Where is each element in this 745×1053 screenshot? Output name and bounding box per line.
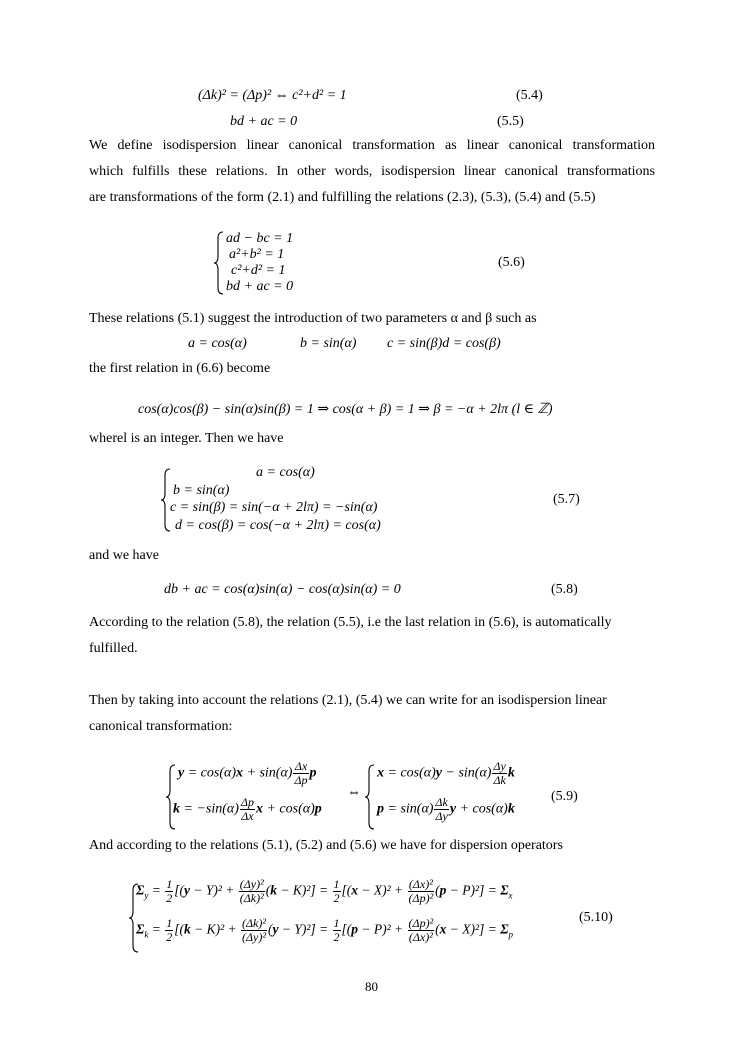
equation-number-5-5: (5.5) [497, 114, 524, 129]
param-a: a = cos(α) [188, 336, 247, 351]
page-number: 80 [365, 979, 378, 994]
text-line: fulfilled. [89, 641, 138, 656]
paragraph-and-we-have: and we have [89, 548, 159, 563]
equation-5-9-left-top: y = cos(α)x + sin(α) $\frac{\Delta x}{\Delta p}$ p [178, 759, 317, 787]
fraction: $\frac{1}{2}$ [333, 877, 340, 905]
equation-5-9-right-bottom: p = sin(α) $\frac{\Delta k}{\Delta y}$ y + cos(α)k [377, 795, 515, 823]
paragraph-definition [89, 133, 655, 211]
equation-line: bd + ac = 0 [226, 279, 294, 294]
equation-number-5-8: (5.8) [551, 582, 578, 597]
left-brace [364, 763, 376, 831]
fraction: $\frac{1}{2}$ [333, 916, 340, 944]
equation-line: c²+d² = 1 [231, 263, 286, 278]
equation-number-5-4: (5.4) [516, 88, 543, 103]
equation-line: b = sin(α) [173, 482, 230, 498]
equation-5-5: bd + ac = 0 [230, 114, 298, 129]
equation-line: c = sin(β) = sin(−α + 2lπ) = −sin(α) [170, 500, 378, 515]
equation-number-5-7: (5.7) [553, 492, 580, 507]
text-line: According to the relation (5.8), the relation (5.5), i.e the last relation in (5.6), is automatically [89, 615, 612, 630]
equation-5-9-right-top: x = cos(α)y − sin(α) $\frac{\Delta y}{\Delta k}$ k [377, 759, 515, 787]
fraction: $\frac{\Delta k}{\Delta y}$ [435, 795, 448, 823]
equation-system-5-7 [170, 464, 381, 534]
equation-number-5-10: (5.10) [579, 910, 613, 925]
fraction: $\frac{\Delta y}{\Delta k}$ [493, 759, 506, 787]
fraction: $\frac{1}{2}$ [166, 916, 173, 944]
equation-line: a²+b² = 1 [229, 247, 285, 262]
fraction: $\frac{\text{(Δk)²}}{\text{(Δy)²}}$ [242, 916, 266, 944]
fraction: $\frac{1}{2}$ [166, 877, 173, 905]
text-line: are transformations of the form (2.1) and fulfilling the relations (2.3), (5.3), (5.4) and (5.5) [89, 190, 596, 205]
fraction: $\frac{\text{(Δy)²}}{\text{(Δk)²}}$ [239, 877, 264, 905]
equation-number-5-6: (5.6) [498, 255, 525, 270]
paragraph-automatically-fulfilled [89, 610, 655, 662]
paragraph-parameters: These relations (5.1) suggest the introduction of two parameters α and β such as [89, 311, 537, 326]
equation-system-5-6 [226, 231, 293, 295]
fraction: $\frac{\Delta x}{\Delta p}$ [294, 759, 308, 787]
text-line: canonical transformation: [89, 719, 233, 734]
equation-first-relation: cos(α)cos(β) − sin(α)sin(β) = 1 ⇒ cos(α + β) = 1 ⇒ β = −α + 2lπ (l ∈ ℤ) [138, 402, 553, 417]
equation-line: ad − bc = 1 [226, 231, 294, 246]
text-line: We define isodispersion linear canonical transformation as linear canonical transformation [89, 138, 655, 153]
paragraph-isodispersion-transform [89, 688, 655, 740]
paragraph-where: wherel is an integer. Then we have [89, 431, 284, 446]
text-line: which fulfills these relations. In other words, isodispersion linear canonical transformations [89, 164, 655, 179]
paragraph-dispersion-operators: And according to the relations (5.1), (5.2) and (5.6) we have for dispersion operators [89, 838, 563, 853]
equation-5-4: (Δk)² = (Δp)² ⇔ c²+d² = 1 [198, 88, 347, 103]
text-line: Then by taking into account the relations (2.1), (5.4) we can write for an isodispersion linear [89, 693, 607, 708]
equation-5-10-bottom: $\Sigma_k$ = $\frac{1}{2}$ [(k − K)² + $\frac{\text{(Δk)²}}{\text{(Δy)²}}$ (y − Y)²] = $\frac{1}{2}$ [(p − P)² + $\frac{\text{(Δp)²}}{\text{(Δx)²}}$ $(x - X)^2] = \Sigma_p$ [136, 916, 514, 944]
equation-number-5-9: (5.9) [551, 789, 578, 804]
fraction: $\frac{\Delta p}{\Delta x}$ [240, 795, 254, 823]
equation-5-10-top: $\Sigma_y$ = $\frac{1}{2}$ [(y − Y)² + $\frac{\text{(Δy)²}}{\text{(Δk)²}}$ (k − K)²] = $\frac{1}{2}$ [(x − X)² + $\frac{\text{(Δx)²}}{\text{(Δp)²}}$ $(p - P)^2] = \Sigma_x$ [136, 877, 513, 905]
equation-line: d = cos(β) = cos(−α + 2lπ) = cos(α) [175, 517, 381, 533]
fraction: $\frac{\text{(Δp)²}}{\text{(Δx)²}}$ [408, 916, 434, 944]
param-c-d: c = sin(β)d = cos(β) [387, 336, 501, 351]
left-brace [213, 230, 225, 296]
equation-5-8: db + ac = cos(α)sin(α) − cos(α)sin(α) = 0 [164, 582, 401, 597]
equation-line: a = cos(α) [256, 465, 315, 480]
paragraph-first-relation: the first relation in (6.6) become [89, 361, 271, 376]
param-b: b = sin(α) [300, 336, 357, 351]
fraction: $\frac{\text{(Δx)²}}{\text{(Δp)²}}$ [408, 877, 434, 905]
equivalence-symbol: ⇔ [347, 785, 361, 800]
equation-5-9-left-bottom: k = −sin(α) $\frac{\Delta p}{\Delta x}$ x + cos(α)p [173, 795, 322, 823]
